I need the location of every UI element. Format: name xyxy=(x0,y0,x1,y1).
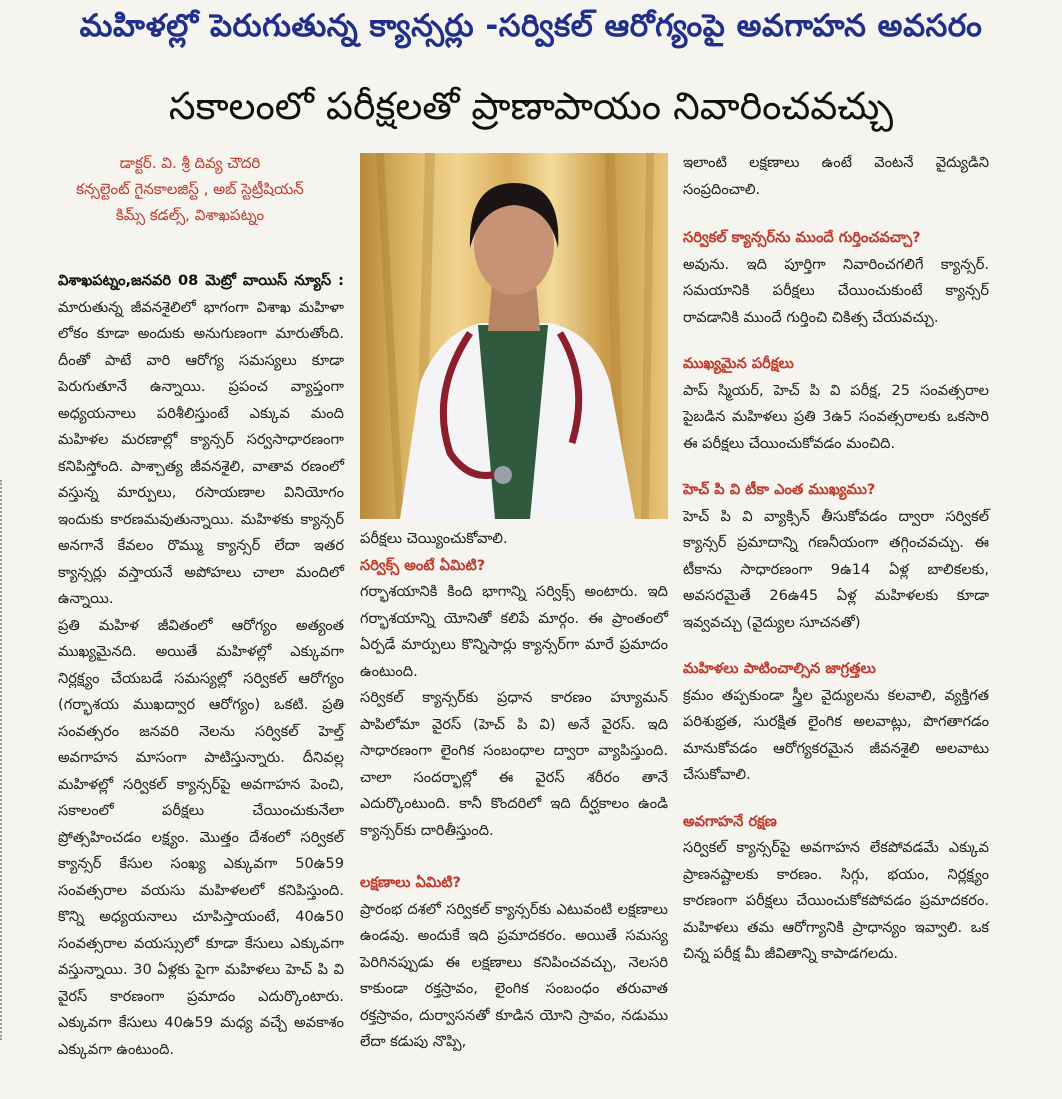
column-3 xyxy=(683,150,989,968)
paragraph-text: మారుతున్న జీవనశైలిలో భాగంగా విశాఖ మహిళా లోకం కూడా అందుకు అనుగుణంగా మారుతోంది. దీంతో పాటే వారి ఆరోగ్య సమస్యలు కూడా పెరుగుతూనే ఉన్నాయి. ప్రపంచ వ్యాప్తంగా అధ్యయనాలు పరిశీలిస్తుంటే ఎక్కువ మంది మహిళల మరణాల్లో క్యాన్సర్ సర్వసాధారణంగా కనిపిస్తోంది. పాశ్చాత్య జీవనశైలి, వాతావ రణంలో వస్తున్న మార్పులు, రసాయణాల వినియోగం ఇందుకు కారణమవుతున్నాయి. మహిళకు క్యాన్సర్ అనగానే కేవలం రొమ్ము క్యాన్సర్ లేదా ఇతర క్యాన్సర్లు వస్తాయనే అపోహలు చాలా మందిలో ఉన్నాయి. xyxy=(58,298,344,607)
dateline: విశాఖపట్నం,జనవరి 08 మెట్రో వాయిస్ న్యూస్ : xyxy=(58,272,344,289)
doctor-portrait-icon xyxy=(360,153,668,519)
subheadline: సకాలంలో పరీక్షలతో ప్రాణాపాయం నివారించవచ్చు xyxy=(168,84,894,128)
article-paragraph: ఇలాంటి లక్షణాలు ఉంటే వెంటనే వైద్యుడిని సంప్రదించాలి. xyxy=(683,154,989,198)
article-paragraph xyxy=(58,268,344,613)
section-heading: ముఖ్యమైన పరీక్షలు xyxy=(683,355,794,372)
article-paragraph: హెచ్ పి వి వ్యాక్సిన్ తీసుకోవడం ద్వారా సర్వికల్ క్యాన్సర్ ప్రమాదాన్ని గణనీయంగా తగ్గించవచ్చు. ఈ టీకాను సాధారణంగా 9ఉ14 ఏళ్ల బాలికలకు, అవసరమైతే 26ఉ45 ఏళ్ల మహిళలకు కూడా ఇవ్వవచ్చు (వైద్యుల సూచనతో) xyxy=(683,507,989,631)
article-paragraph: క్రమం తప్పకుండా స్త్రీల వైద్యులను కలవాలి, వ్యక్తిగత పరిశుభ్రత, సురక్షిత లైంగిక అలవాట్లు, పొగతాగడం మానుకోవడం ఆరోగ్యకరమైన జీవనశైలి అలవాటు చేసుకోవాలి. xyxy=(683,686,989,783)
doctor-photo xyxy=(360,153,668,519)
article-paragraph: ప్రతి మహిళ జీవితంలో ఆరోగ్యం అత్యంత ముఖ్యమైనది. అయితే మహిళల్లో ఎక్కువగా నిర్లక్ష్యం చేయబడే సమస్యల్లో సర్వికల్ ఆరోగ్యం (గర్భాశయ ముఖద్వార ఆరోగ్యం) ఒకటి. ప్రతి సంవత్సరం జనవరి నెలను సర్వికల్ హెల్త్ అవగాహన మాసంగా పాటిస్తున్నారు. దీనివల్ల మహిళల్లో సర్వికల్ క్యాన్సర్‌పై అవగాహన పెంచి, సకాలంలో పరీక్షలు చేయించుకునేలా ప్రోత్సహించడం లక్ష్యం. మొత్తం దేశంలో సర్వికల్ క్యాన్సర్ కేసుల సంఖ్య ఎక్కువగా 50ఉ59 సంవత్సరాల వయసు మహిళలలో కనిపిస్తుంది. కొన్ని అధ్యయనాలు చూపిస్తాయంటే, 40ఉ50 సంవత్సరాల వయస్సులో కూడా కేసులు ఎక్కువగా వస్తున్నాయి. 30 ఏళ్లకు పైగా మహిళలు హెచ్ పి వి వైరస్ కారణంగా ప్రమాదం ఎదుర్కొంటారు. ఎక్కువగా కేసులు 40ఉ59 మధ్య వచ్చే అవకాశం ఎక్కువగా ఉంటుంది. xyxy=(58,616,344,1058)
article-paragraph: సర్వికల్ క్యాన్సర్‌కు ప్రధాన కారణం హ్యూమన్ పాపిలోమా వైరస్ (హెచ్ పి వి) అనే వైరస్. ఇది సాధారణంగా లైంగిక సంబంధాల ద్వారా వ్యాపిస్తుంది. చాలా సందర్భాల్లో ఈ వైరస్ శరీరం తానే ఎదుర్కొంటుంది. కానీ కొందరిలో ఇది దీర్ఘకాలం ఉండి క్యాన్సర్‌కు దారితీస్తుంది. xyxy=(360,689,668,839)
author-block xyxy=(20,150,360,228)
article-paragraph: సర్వికల్ క్యాన్సర్‌పై అవగాహన లేకపోవడమే ఎక్కువ ప్రాణనష్టాలకు కారణం. సిగ్గు, భయం, నిర్లక్ష్యం కారణంగా పరీక్షలు చేయించుకోకపోవడం ప్రమాదకరం. మహిళలు తమ ఆరోగ్యానికి ప్రాధాన్యం ఇవ్వాలి. ఒక చిన్న పరీక్ష మీ జీవితాన్ని కాపాడగలదు. xyxy=(683,839,989,962)
section-heading: అవగాహనే రక్షణ xyxy=(683,812,777,830)
section-heading: సర్విక్స్ అంటే ఏమిటి? xyxy=(360,556,486,574)
section-heading: మహిళలు పాటించాల్సిన జాగ్రత్తలు xyxy=(683,660,876,677)
headline: మహిళల్లో పెరుగుతున్న క్యాన్సర్లు -సర్వికల్ ఆరోగ్యంపై అవగాహన అవసరం xyxy=(79,8,983,44)
author-title: కన్సల్టెంట్ గైనకాలజిస్ట్ , అబ్ స్టెట్రీషియన్ xyxy=(76,180,304,198)
author-name: డాక్టర్. వి. శ్రీ దివ్య చౌదరి xyxy=(119,154,261,172)
article-paragraph: గర్భాశయానికి కింది భాగాన్ని సర్విక్స్ అంటారు. ఇది గర్భాశయాన్ని యోనితో కలిపే మార్గం. ఈ ప్రాంతంలో ఏర్పడే మార్పులు కొన్నిసార్లు క్యాన్సర్‌గా మారే ప్రమాదం ఉంటుంది. xyxy=(360,583,668,680)
column-2 xyxy=(360,526,668,1056)
section-heading: సర్వికల్ క్యాన్సర్‌ను ముందే గుర్తించవచ్చా? xyxy=(683,229,921,246)
article-paragraph: అవును. ఇది పూర్తిగా నివారించగలిగే క్యాన్సర్. సమయానికి పరీక్షలు చేయించుకుంటే క్యాన్సర్ రావడానికి ముందే గుర్తించి చికిత్స చేయవచ్చు. xyxy=(683,255,989,326)
column-1 xyxy=(58,268,344,1063)
section-heading: హెచ్ పి వి టీకా ఎంత ముఖ్యము? xyxy=(683,481,876,498)
article-paragraph: ప్రారంభ దశలో సర్వికల్ క్యాన్సర్‌కు ఎటువంటి లక్షణాలు ఉండవు. అందుకే ఇది ప్రమాదకరం. అయితే సమస్య పెరిగినప్పుడు ఈ లక్షణాలు కనిపించవచ్చు, నెలసరి కాకుండా రక్తస్రావం, లైంగిక సంబంధం తరువాత రక్తస్రావం, దుర్వాసనతో కూడిన యోని స్రావం, నడుము లేదా కడుపు నొప్పి, xyxy=(360,900,668,1050)
article-paragraph: పాప్ స్మియర్, హెచ్ పి వి పరీక్ష, 25 సంవత్సరాల పైబడిన మహిళలు ప్రతి 3ఉ5 సంవత్సరాలకు ఒకసారి ఈ పరీక్షలు చేయించుకోవడం మంచిది. xyxy=(683,381,989,452)
page-edge xyxy=(0,480,10,1040)
author-hospital: కిమ్స్ కడల్స్, విశాఖపట్నం xyxy=(115,206,265,224)
section-heading: లక్షణాలు ఏమిటి? xyxy=(360,874,461,891)
photo-caption: పరీక్షలు చెయ్యించుకోవాలి. xyxy=(360,530,508,547)
